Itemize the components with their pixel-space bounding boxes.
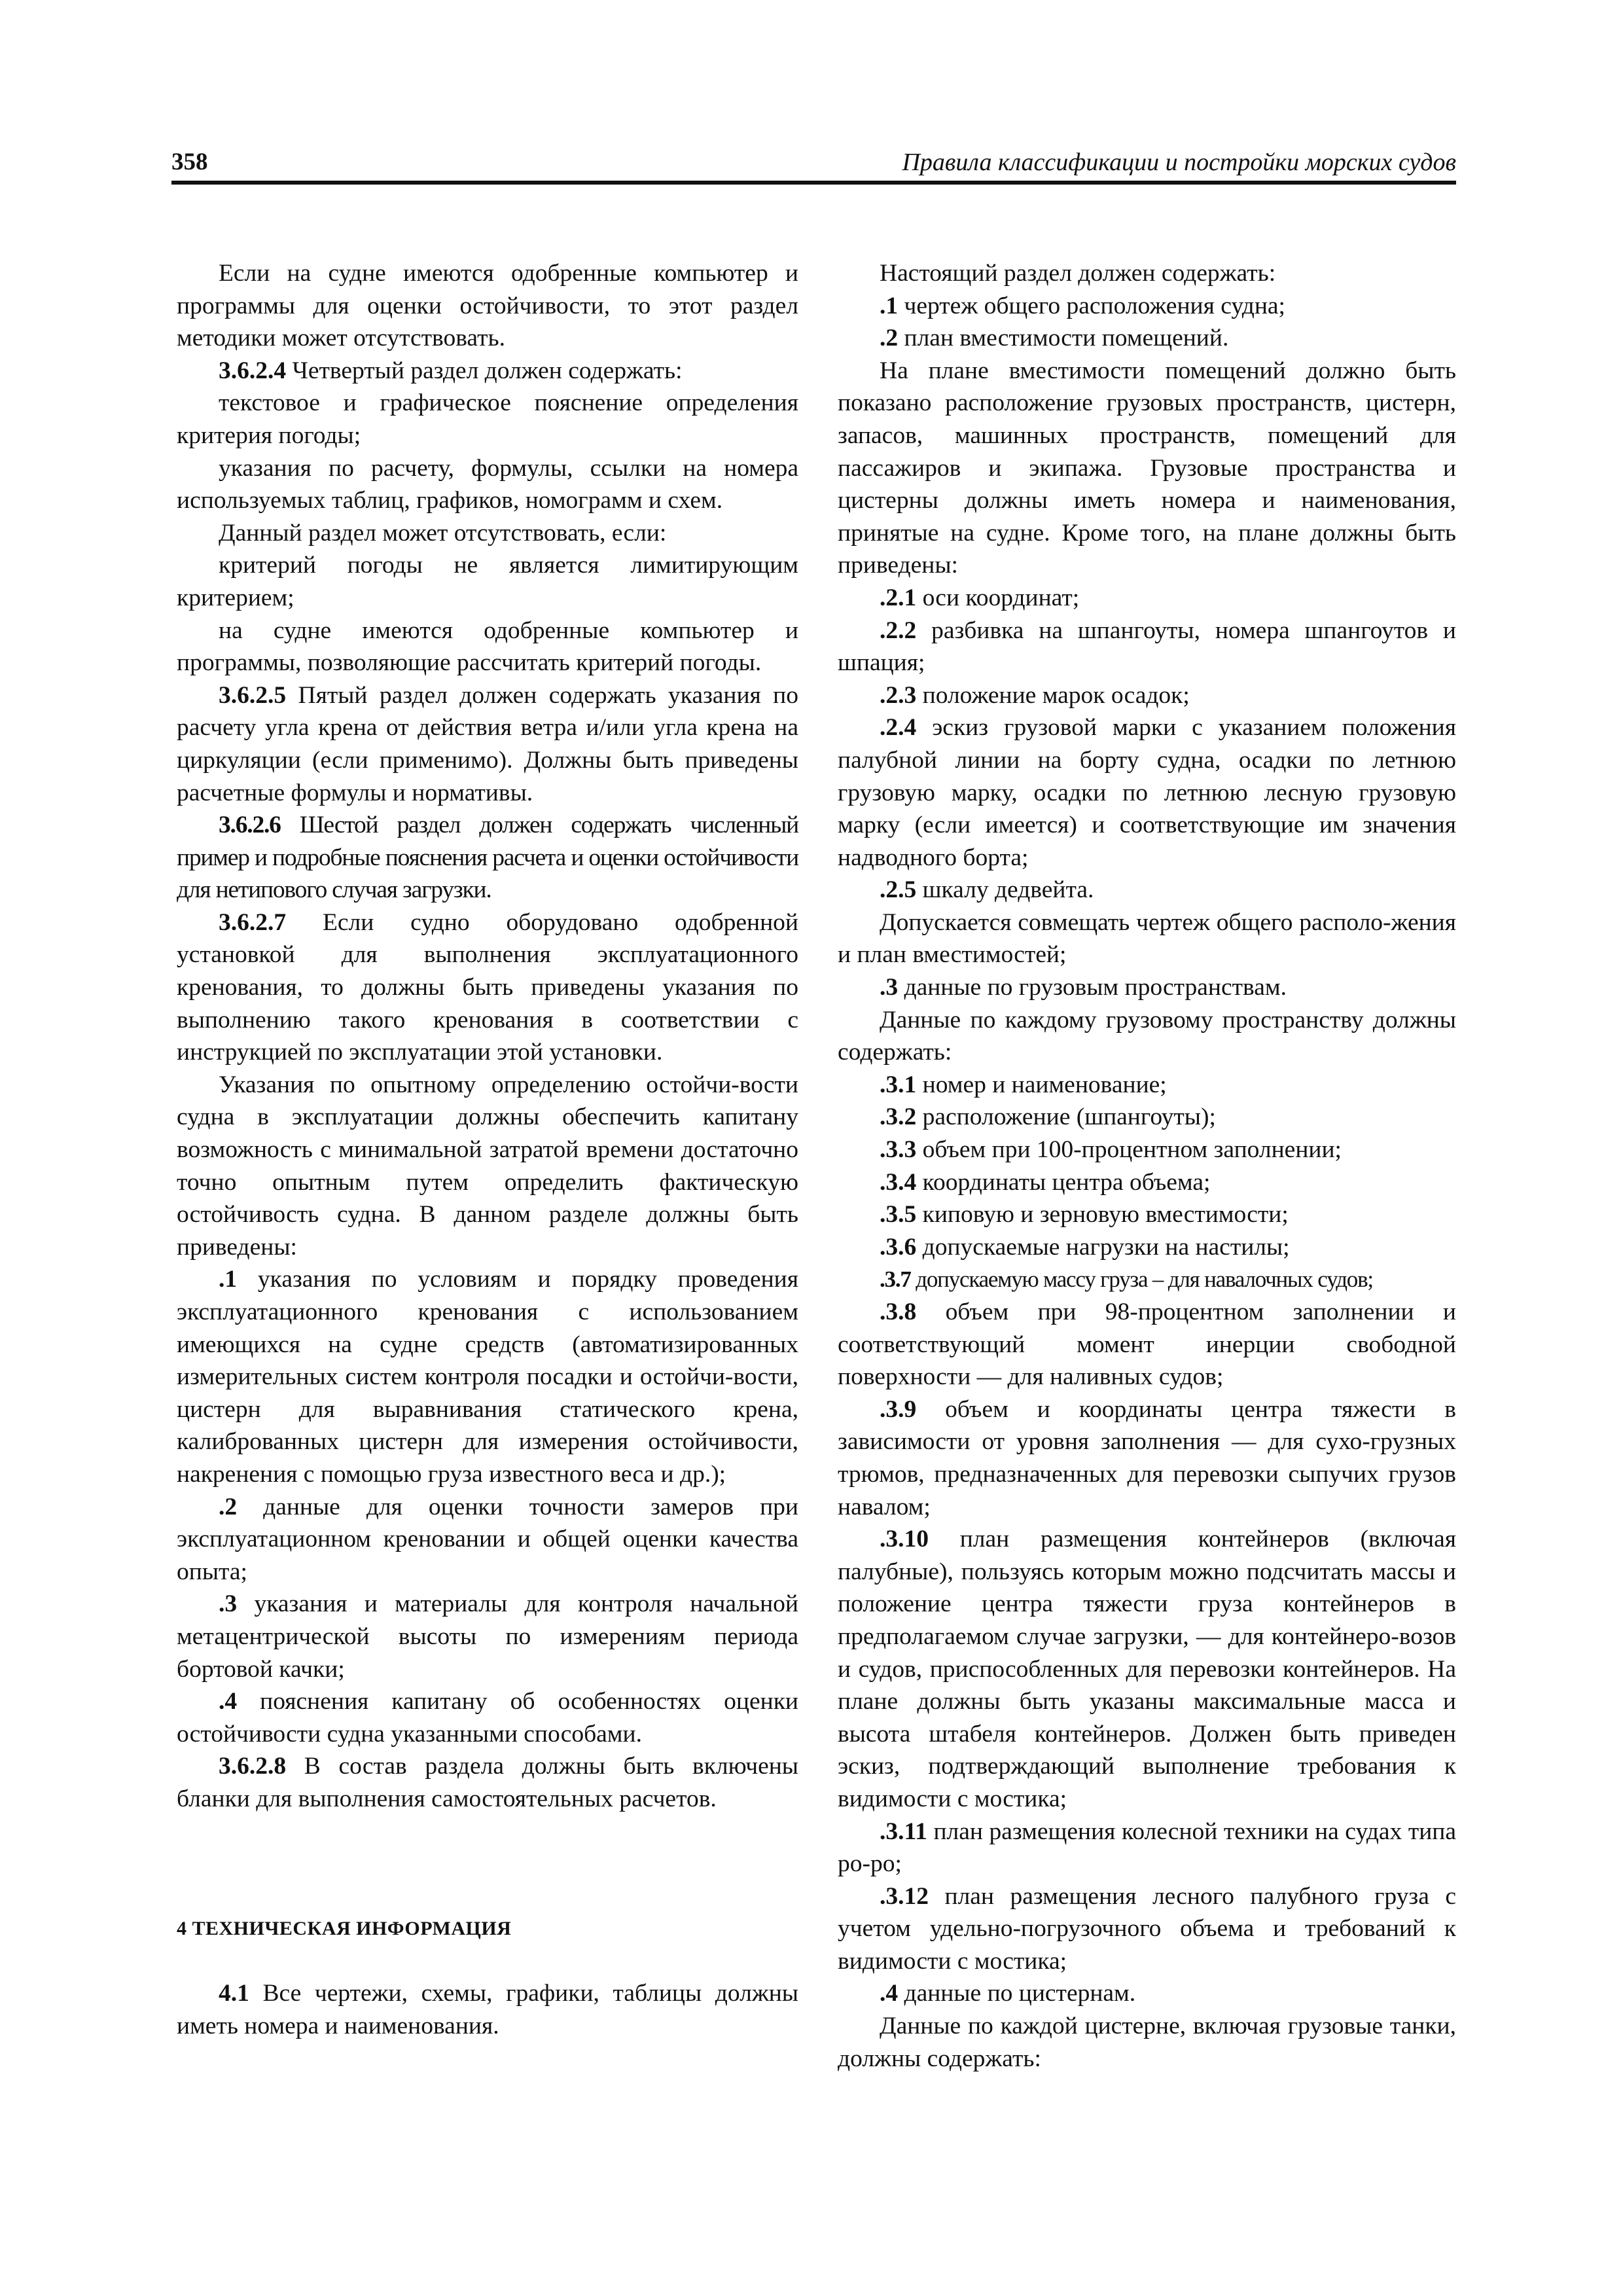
list-item: .3.12 план размещения лесного палубного груза с учетом удельно-погрузочного объема и требований к видимости с мостика;	[838, 1882, 1456, 1975]
paragraph: 3.6.2.7 Если судно оборудовано одобренной установкой для выполнения эксплуатационного кренования, то должны быть приведены указания по выполнению такого кренования в соответствии с инструкцией по эксплуатации этой установки.	[177, 908, 798, 1066]
paragraph: .3 указания и материалы для контроля начальной метацентрической высоты по измерениям периода бортовой качки;	[177, 1590, 798, 1683]
list-item: .2 план вместимости помещений.	[880, 325, 1229, 352]
spacer	[177, 1816, 798, 1912]
paragraph: текстовое и графическое пояснение определения критерия погоды;	[177, 389, 798, 449]
paragraph: на судне имеются одобренные компьютер и программы, позволяющие рассчитать критерий погоды.	[177, 617, 798, 677]
list-item: .3.5 киповую и зерновую вместимости;	[880, 1201, 1289, 1229]
list-item: .2.5 шкалу дедвейта.	[880, 876, 1094, 904]
list-item: .3.2 расположение (шпангоуты);	[880, 1103, 1216, 1131]
paragraph: Настоящий раздел должен содержать:	[880, 260, 1276, 287]
paragraph: 4.1 Все чертежи, схемы, графики, таблицы должны иметь номера и наименования.	[177, 1980, 798, 2039]
list-item: .2.1 оси координат;	[880, 584, 1080, 611]
list-item: .3.6 допускаемые нагрузки на настилы;	[880, 1233, 1290, 1261]
paragraph: Если на судне имеются одобренные компьютер и программы для оценки остойчивости, то этот раздел методики может отсутствовать.	[177, 260, 798, 352]
list-item: .2.3 положение марок осадок;	[880, 681, 1190, 709]
paragraph: Данные по каждому грузовому пространству должны содержать:	[838, 1006, 1456, 1066]
list-item: .3.10 план размещения контейнеров (включая палубные), пользуясь которым можно подсчитать массы и положение центра тяжести груза контейнеров в предполагаемом случае загрузки, — для контейнеро-возов и судов, приспособленных для перевозки контейнеров. На плане должны быть указаны максимальные масса и высота штабеля контейнеров. Должен быть приведен эскиз, подтверждающий выполнение требования к видимости с мостика;	[838, 1526, 1456, 1812]
list-item: .3.9 объем и координаты центра тяжести в зависимости от уровня заполнения — для сухо-грузных трюмов, предназначенных для перевозки сыпучих грузов навалом;	[838, 1395, 1456, 1520]
running-title: Правила классификации и постройки морских судов	[902, 149, 1456, 176]
list-item: .3.4 координаты центра объема;	[880, 1168, 1211, 1196]
right-column	[838, 257, 1456, 2075]
list-item: .3.7 допускаемую массу груза – для навалочных судов;	[880, 1266, 1373, 1293]
paragraph: Данные по каждой цистерне, включая грузовые танки, должны содержать:	[838, 2013, 1456, 2072]
list-item: .4 данные по цистернам.	[880, 1980, 1136, 2007]
list-item: .3.3 объем при 100-процентном заполнении;	[880, 1136, 1342, 1164]
paragraph: .2 данные для оценки точности замеров при эксплуатационном креновании и общей оценки качества опыта;	[177, 1493, 798, 1585]
list-item: .3.8 объем при 98-процентном заполнении и соответствующий момент инерции свободной поверхности — для наливных судов;	[838, 1299, 1456, 1391]
paragraph: На плане вместимости помещений должно быть показано расположение грузовых пространств, цистерн, запасов, машинных пространств, помещений для пассажиров и экипажа. Грузовые пространства и цистерны должны иметь номера и наименования, принятые на судне. Кроме того, на плане должны быть приведены:	[838, 357, 1456, 579]
list-item: .2.4 эскиз грузовой марки с указанием положения палубной линии на борту судна, осадки по летнюю грузовую марку, осадки по летнюю лесную грузовую марку (если имеется) и соответствующие им значения надводного борта;	[838, 714, 1456, 871]
paragraph: Данный раздел может отсутствовать, если:	[219, 519, 667, 547]
page-header	[171, 143, 1456, 185]
paragraph: 3.6.2.4 Четвертый раздел должен содержать:	[219, 357, 683, 384]
section-heading: 4 ТЕХНИЧЕСКАЯ ИНФОРМАЦИЯ	[177, 1917, 512, 1939]
list-item: .3.1 номер и наименование;	[880, 1071, 1167, 1098]
paragraph: .1 указания по условиям и порядку проведения эксплуатационного кренования с использованием имеющихся на судне средств (автоматизированных измерительных систем контроля посадки и остойчи-вости, цистерн для выравнивания статического крена, калиброванных цистерн для измерения остойчивости, накренения с помощью груза известного веса и др.);	[177, 1266, 798, 1488]
list-item: .3 данные по грузовым пространствам.	[880, 974, 1287, 1001]
page-number: 358	[171, 149, 208, 175]
paragraph: 3.6.2.8 В состав раздела должны быть включены бланки для выполнения самостоятельных расчетов.	[177, 1753, 798, 1812]
paragraph: указания по расчету, формулы, ссылки на номера используемых таблиц, графиков, номограмм и схем.	[177, 454, 798, 514]
list-item: .2.2 разбивка на шпангоуты, номера шпангоутов и шпация;	[838, 617, 1456, 677]
paragraph: Допускается совмещать чертеж общего располо-жения и план вместимостей;	[838, 908, 1456, 969]
paragraph: .4 пояснения капитану об особенностях оценки остойчивости судна указанными способами.	[177, 1688, 798, 1748]
list-item: .1 чертеж общего расположения судна;	[880, 292, 1285, 319]
paragraph: 3.6.2.5 Пятый раздел должен содержать указания по расчету угла крена от действия ветра и/или угла крена на циркуляции (если применимо). Должны быть приведены расчетные формулы и нормативы.	[177, 681, 798, 806]
spacer	[177, 1945, 798, 1977]
paragraph: 3.6.2.6 Шестой раздел должен содержать численный пример и подробные пояснения расчета и оценки остойчивости для нетипового случая загрузки.	[177, 812, 798, 904]
paragraph: критерий погоды не является лимитирующим критерием;	[177, 552, 798, 611]
paragraph: Указания по опытному определению остойчи-вости судна в эксплуатации должны обеспечить капитану возможность с минимальной затратой времени достаточно точно опытным путем определить фактическую остойчивость судна. В данном разделе должны быть приведены:	[177, 1071, 798, 1261]
list-item: .3.11 план размещения колесной техники на судах типа ро-ро;	[838, 1818, 1456, 1878]
left-column	[177, 257, 798, 2042]
